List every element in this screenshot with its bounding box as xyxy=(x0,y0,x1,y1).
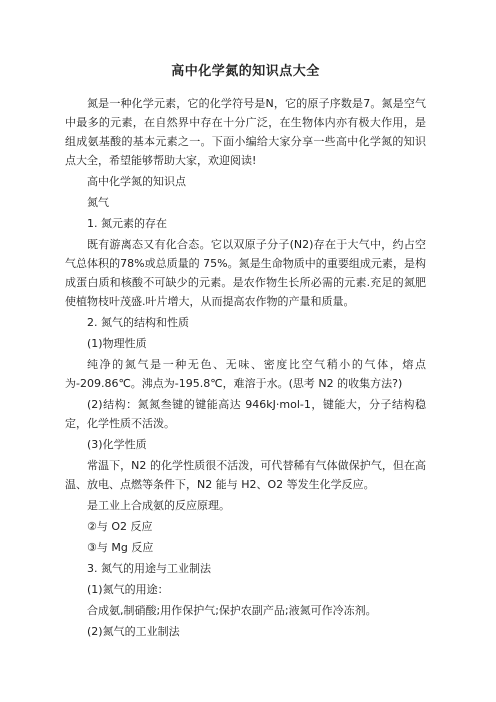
subsection-heading: 氮气 xyxy=(87,196,109,209)
body-paragraph: 是工业上合成氨的反应原理。 xyxy=(87,499,230,512)
item-heading: 3. 氮气的用途与工业制法 xyxy=(87,562,211,575)
item-heading: 1. 氮元素的存在 xyxy=(87,217,167,230)
item-heading: 2. 氮气的结构和性质 xyxy=(87,316,189,329)
body-paragraph: 合成氨,制硝酸;用作保护气;保护农副产品;液氮可作冷冻剂。 xyxy=(87,604,377,617)
reaction-line: ②与 O2 反应 xyxy=(87,520,153,533)
document-title: 高中化学氮的知识点大全 xyxy=(171,64,320,79)
subitem-heading: (1)物理性质 xyxy=(87,337,147,350)
subitem-heading: (3)化学性质 xyxy=(87,438,147,451)
subitem-heading: (2)氮气的工业制法 xyxy=(87,625,180,638)
reaction-line: ③与 Mg 反应 xyxy=(87,541,154,554)
body-paragraph: (2)结构：氮氮叁键的键能高达 946kJ·mol-1，键能大，分子结构稳定，化学性质不活泼。 xyxy=(65,398,426,430)
body-paragraph: 既有游离态又有化合态。它以双原子分子(N2)存在于大气中，约占空气总体积的78%或总质量的 75%。氮是生命物质中的重要组成元素，是构成蛋白质和核酸不可缺少的元素。是农作物生长所必需的元素.充足的氮肥使植物枝叶茂盛.叶片增大，从而提高农作物的产量和质量。 xyxy=(65,238,426,308)
section-heading: 高中化学氮的知识点 xyxy=(87,175,186,188)
intro-paragraph: 氮是一种化学元素，它的化学符号是N，它的原子序数是7。氮是空气中最多的元素，在自然界中存在十分广泛，在生物体内亦有极大作用，是组成氨基酸的基本元素之一。下面小编给大家分享一些高中化学氮的知识点大全，希望能够帮助大家，欢迎阅读! xyxy=(65,97,426,167)
body-paragraph: 常温下，N2 的化学性质很不活泼，可代替稀有气体做保护气，但在高温、放电、点燃等条件下，N2 能与 H2、O2 等发生化学反应。 xyxy=(65,459,426,491)
body-paragraph: 纯净的氮气是一种无色、无味、密度比空气稍小的气体，熔点为-209.86℃。沸点为-195.8℃，难溶于水。(思考 N2 的收集方法?) xyxy=(65,358,426,390)
subitem-heading: (1)氮气的用途： xyxy=(87,583,169,596)
document-body xyxy=(65,94,426,641)
